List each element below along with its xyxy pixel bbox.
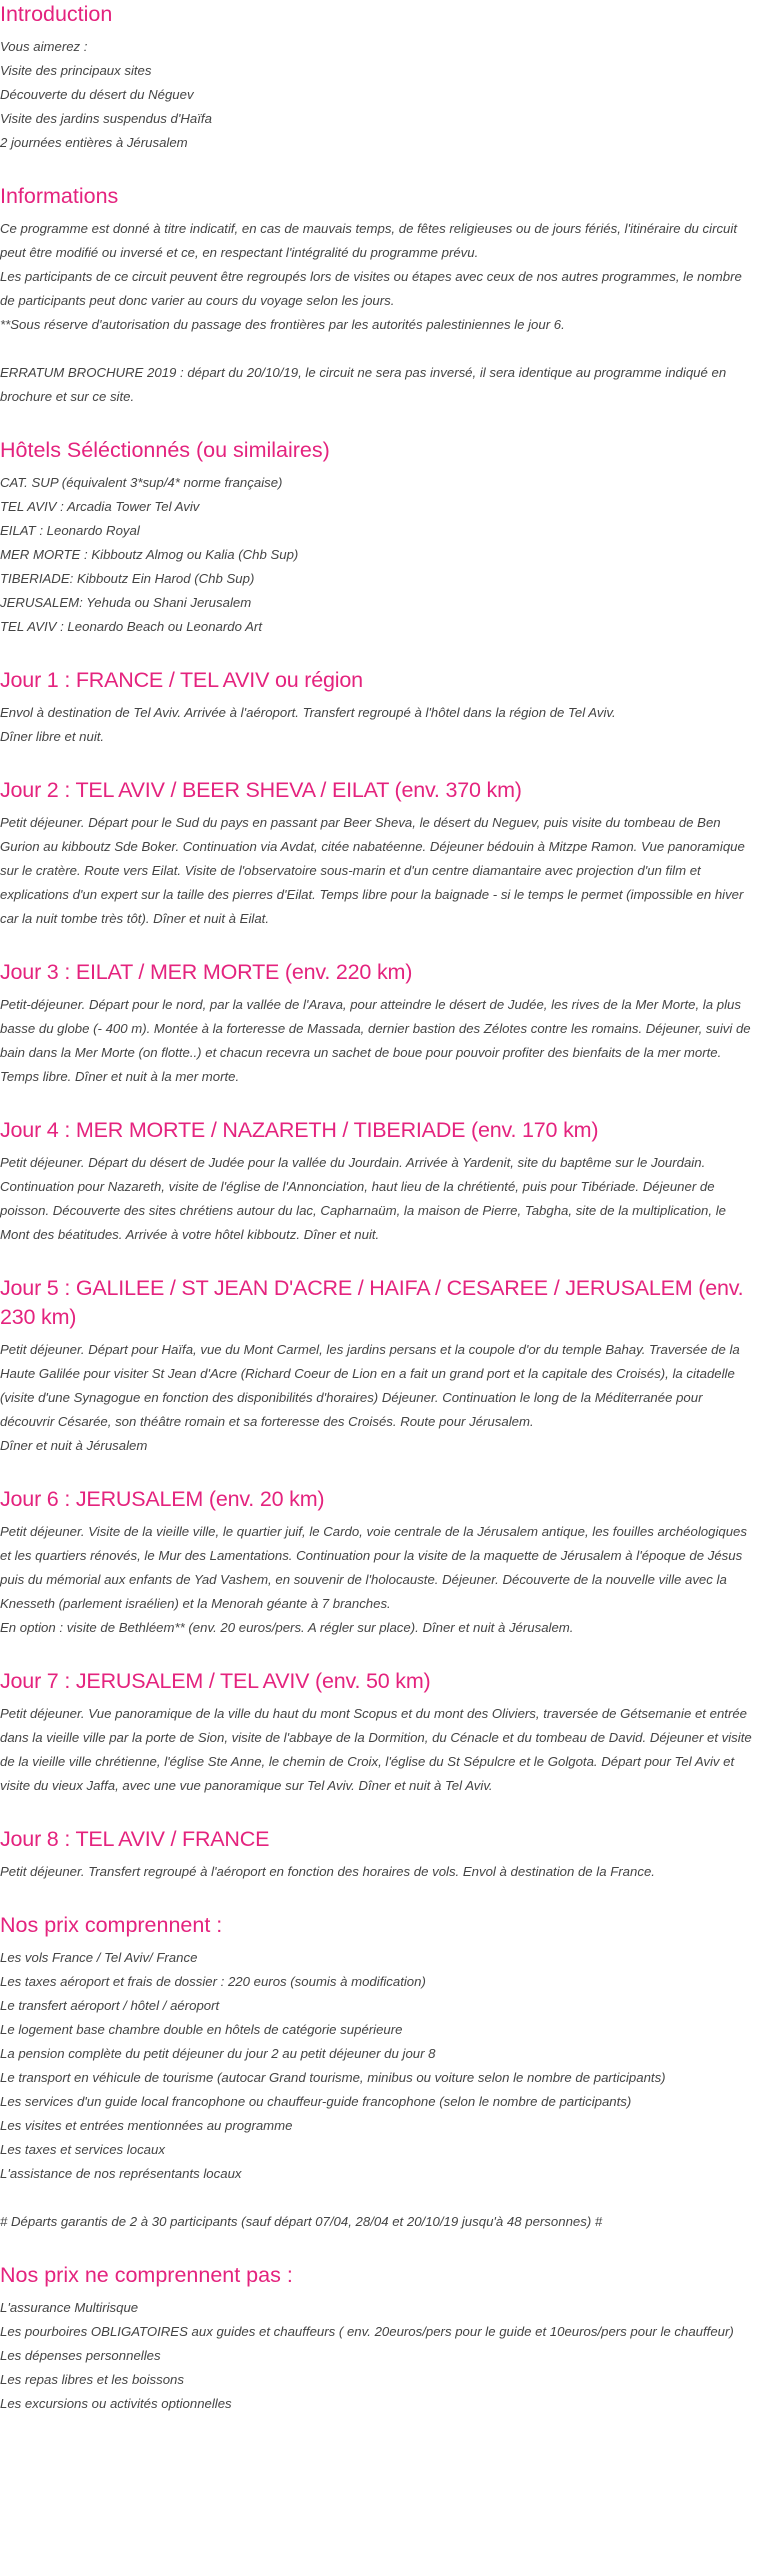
day-title: Jour 4 : MER MORTE / NAZARETH / TIBERIADE (env. 170 km) <box>0 1118 599 1142</box>
blank-line <box>0 2186 758 2210</box>
day-title: Jour 8 : TEL AVIV / FRANCE <box>0 1827 270 1851</box>
text-line: ERRATUM BROCHURE 2019 : départ du 20/10/19, le circuit ne sera pas inversé, il sera identique au programme indiqué en brochure et sur ce site. <box>0 365 727 404</box>
section-body-introduction <box>0 35 758 155</box>
section-day-5 <box>0 1274 758 1458</box>
blank-line <box>0 337 758 361</box>
section-day-2 <box>0 776 758 931</box>
text-line: Le transfert aéroport / hôtel / aéroport <box>0 1998 220 2013</box>
text-line: **Sous réserve d'autorisation du passage des frontières par les autorités palestiniennes le jour 6. <box>0 317 565 332</box>
text-line: L'assurance Multirisque <box>0 2300 139 2315</box>
text-line: Dîner et nuit à Jérusalem <box>0 1438 148 1453</box>
section-excluded <box>0 2261 758 2416</box>
section-body-included <box>0 1946 758 2234</box>
section-body-informations <box>0 217 758 409</box>
day-title: Jour 6 : JERUSALEM (env. 20 km) <box>0 1487 325 1511</box>
text-line: Le transport en véhicule de tourisme (autocar Grand tourisme, minibus ou voiture selon le nombre de participants) <box>0 2070 666 2085</box>
section-body-excluded <box>0 2296 758 2416</box>
text-line: Les vols France / Tel Aviv/ France <box>0 1950 198 1965</box>
section-title-hotels: Hôtels Séléctionnés (ou similaires) <box>0 438 330 462</box>
text-line: Les dépenses personnelles <box>0 2348 161 2363</box>
text-line: Petit-déjeuner. Départ pour le nord, par la vallée de l'Arava, pour atteindre le désert de Judée, les rives de la Mer Morte, la plus basse du globe (- 400 m). Montée à la forteresse de Massada, dernier bastion des Zélotes contre les romains. Déjeuner, suivi de bain dans la Mer Morte (on flotte..) et chacun recevra un sachet de boue pour pouvoir profiter des bienfaits de la mer morte. Temps libre. Dîner et nuit à la mer morte. <box>0 997 751 1084</box>
text-line: Visite des principaux sites <box>0 63 152 78</box>
text-line: Les repas libres et les boissons <box>0 2372 184 2387</box>
text-line: Les services d'un guide local francophone ou chauffeur-guide francophone (selon le nombre de participants) <box>0 2094 632 2109</box>
text-line: Ce programme est donné à titre indicatif, en cas de mauvais temps, de fêtes religieuses ou de jours fériés, l'itinéraire du circuit peut être modifié ou inversé et ce, en respectant l'intégralité du programme prévu. <box>0 221 737 260</box>
day-body <box>0 701 758 749</box>
text-line: Les taxes aéroport et frais de dossier : 220 euros (soumis à modification) <box>0 1974 426 1989</box>
section-title-introduction: Introduction <box>0 2 113 26</box>
section-day-8 <box>0 1825 758 1884</box>
section-title-included: Nos prix comprennent : <box>0 1913 223 1937</box>
text-line: Petit déjeuner. Transfert regroupé à l'aéroport en fonction des horaires de vols. Envol à destination de la France. <box>0 1864 655 1879</box>
text-line: Les visites et entrées mentionnées au programme <box>0 2118 293 2133</box>
day-title: Jour 3 : EILAT / MER MORTE (env. 220 km) <box>0 960 413 984</box>
text-line: Envol à destination de Tel Aviv. Arrivée à l'aéroport. Transfert regroupé à l'hôtel dans la région de Tel Aviv. <box>0 705 616 720</box>
text-line: L'assistance de nos représentants locaux <box>0 2166 242 2181</box>
section-day-1 <box>0 666 758 749</box>
section-title-excluded: Nos prix ne comprennent pas : <box>0 2263 293 2287</box>
text-line: Les pourboires OBLIGATOIRES aux guides et chauffeurs ( env. 20euros/pers pour le guide et 10euros/pers pour le chauffeur) <box>0 2324 734 2339</box>
section-hotels <box>0 436 758 639</box>
text-line: TIBERIADE: Kibboutz Ein Harod (Chb Sup) <box>0 571 255 586</box>
text-line: JERUSALEM: Yehuda ou Shani Jerusalem <box>0 595 252 610</box>
section-body-hotels <box>0 471 758 639</box>
text-line: Petit déjeuner. Vue panoramique de la ville du haut du mont Scopus et du mont des Oliviers, traversée de Gétsemanie et entrée dans la vieille ville par la porte de Sion, visite de l'abbaye de la Dormition, du Cénacle et du tombeau de David. Déjeuner et visite de la vieille ville chrétienne, l'église Ste Anne, le chemin de Croix, l'église du St Sépulcre et le Golgota. Départ pour Tel Aviv et visite du vieux Jaffa, avec une vue panoramique sur Tel Aviv. Dîner et nuit à Tel Aviv. <box>0 1706 752 1793</box>
text-line: Découverte du désert du Néguev <box>0 87 194 102</box>
section-title-informations: Informations <box>0 184 119 208</box>
day-body <box>0 1702 758 1798</box>
section-included <box>0 1911 758 2234</box>
text-line: CAT. SUP (équivalent 3*sup/4* norme française) <box>0 475 283 490</box>
text-line: Dîner libre et nuit. <box>0 729 105 744</box>
text-line: Vous aimerez : <box>0 39 88 54</box>
day-body <box>0 1151 758 1247</box>
text-line: Les excursions ou activités optionnelles <box>0 2396 232 2411</box>
day-title: Jour 2 : TEL AVIV / BEER SHEVA / EILAT (env. 370 km) <box>0 778 522 802</box>
section-day-3 <box>0 958 758 1089</box>
day-body <box>0 1860 758 1884</box>
day-body <box>0 993 758 1089</box>
text-line: Petit déjeuner. Départ pour Haïfa, vue du Mont Carmel, les jardins persans et la coupole d'or du temple Bahay. Traversée de la Haute Galilée pour visiter St Jean d'Acre (Richard Coeur de Lion en a fait un grand port et la capitale des Croisés), la citadelle (visite d'une Synagogue en fonction des disponibilités d'horaires) Déjeuner. Continuation le long de la Méditerranée pour découvrir Césarée, son théâtre romain et sa forteresse des Croisés. Route pour Jérusalem. <box>0 1342 740 1429</box>
text-line: MER MORTE : Kibboutz Almog ou Kalia (Chb Sup) <box>0 547 299 562</box>
text-line: TEL AVIV : Leonardo Beach ou Leonardo Art <box>0 619 262 634</box>
day-title: Jour 5 : GALILEE / ST JEAN D'ACRE / HAIFA / CESAREE / JERUSALEM (env. 230 km) <box>0 1276 744 1329</box>
day-title: Jour 1 : FRANCE / TEL AVIV ou région <box>0 668 363 692</box>
text-line: Le logement base chambre double en hôtels de catégorie supérieure <box>0 2022 403 2037</box>
text-line: Petit déjeuner. Départ du désert de Judée pour la vallée du Jourdain. Arrivée à Yardenit, site du baptême sur le Jourdain. Continuation pour Nazareth, visite de l'église de l'Annonciation, haut lieu de la chrétienté, puis pour Tibériade. Déjeuner de poisson. Découverte des sites chrétiens autour du lac, Capharnaüm, la maison de Pierre, Tabgha, site de la multiplication, le Mont des béatitudes. Arrivée à votre hôtel kibboutz. Dîner et nuit. <box>0 1155 726 1242</box>
text-line: EILAT : Leonardo Royal <box>0 523 140 538</box>
section-day-7 <box>0 1667 758 1798</box>
day-body <box>0 1520 758 1640</box>
text-line: Les taxes et services locaux <box>0 2142 165 2157</box>
day-body <box>0 811 758 931</box>
section-introduction <box>0 0 758 155</box>
day-body <box>0 1338 758 1458</box>
itinerary-days <box>0 666 758 1884</box>
text-line: Visite des jardins suspendus d'Haïfa <box>0 111 212 126</box>
section-day-4 <box>0 1116 758 1247</box>
text-line: Les participants de ce circuit peuvent être regroupés lors de visites ou étapes avec ceux de nos autres programmes, le nombre de participants peut donc varier au cours du voyage selon les jours. <box>0 269 742 308</box>
section-day-6 <box>0 1485 758 1640</box>
text-line: TEL AVIV : Arcadia Tower Tel Aviv <box>0 499 200 514</box>
text-line: 2 journées entières à Jérusalem <box>0 135 188 150</box>
text-line: En option : visite de Bethléem** (env. 20 euros/pers. A régler sur place). Dîner et nuit à Jérusalem. <box>0 1620 574 1635</box>
text-line: # Départs garantis de 2 à 30 participants (sauf départ 07/04, 28/04 et 20/10/19 jusqu'à 48 personnes) # <box>0 2214 603 2229</box>
text-line: Petit déjeuner. Visite de la vieille ville, le quartier juif, le Cardo, voie centrale de la Jérusalem antique, les fouilles archéologiques et les quartiers rénovés, le Mur des Lamentations. Continuation pour la visite de la maquette de Jérusalem à l'époque de Jésus puis du mémorial aux enfants de Yad Vashem, en souvenir de l'holocauste. Déjeuner. Découverte de la nouvelle ville avec la Knesseth (parlement israélien) et la Menorah géante à 7 branches. <box>0 1524 747 1611</box>
day-title: Jour 7 : JERUSALEM / TEL AVIV (env. 50 km) <box>0 1669 431 1693</box>
text-line: La pension complète du petit déjeuner du jour 2 au petit déjeuner du jour 8 <box>0 2046 436 2061</box>
text-line: Petit déjeuner. Départ pour le Sud du pays en passant par Beer Sheva, le désert du Neguev, puis visite du tombeau de Ben Gurion au kibboutz Sde Boker. Continuation via Avdat, citée nabatéenne. Déjeuner bédouin à Mitzpe Ramon. Vue panoramique sur le cratère. Route vers Eilat. Visite de l'observatoire sous-marin et d'un centre diamantaire avec projection d'un film et explications d'un expert sur la taille des pierres d'Eilat. Temps libre pour la baignade - si le temps le permet (impossible en hiver car la nuit tombe très tôt). Dîner et nuit à Eilat. <box>0 815 745 926</box>
section-informations <box>0 182 758 409</box>
